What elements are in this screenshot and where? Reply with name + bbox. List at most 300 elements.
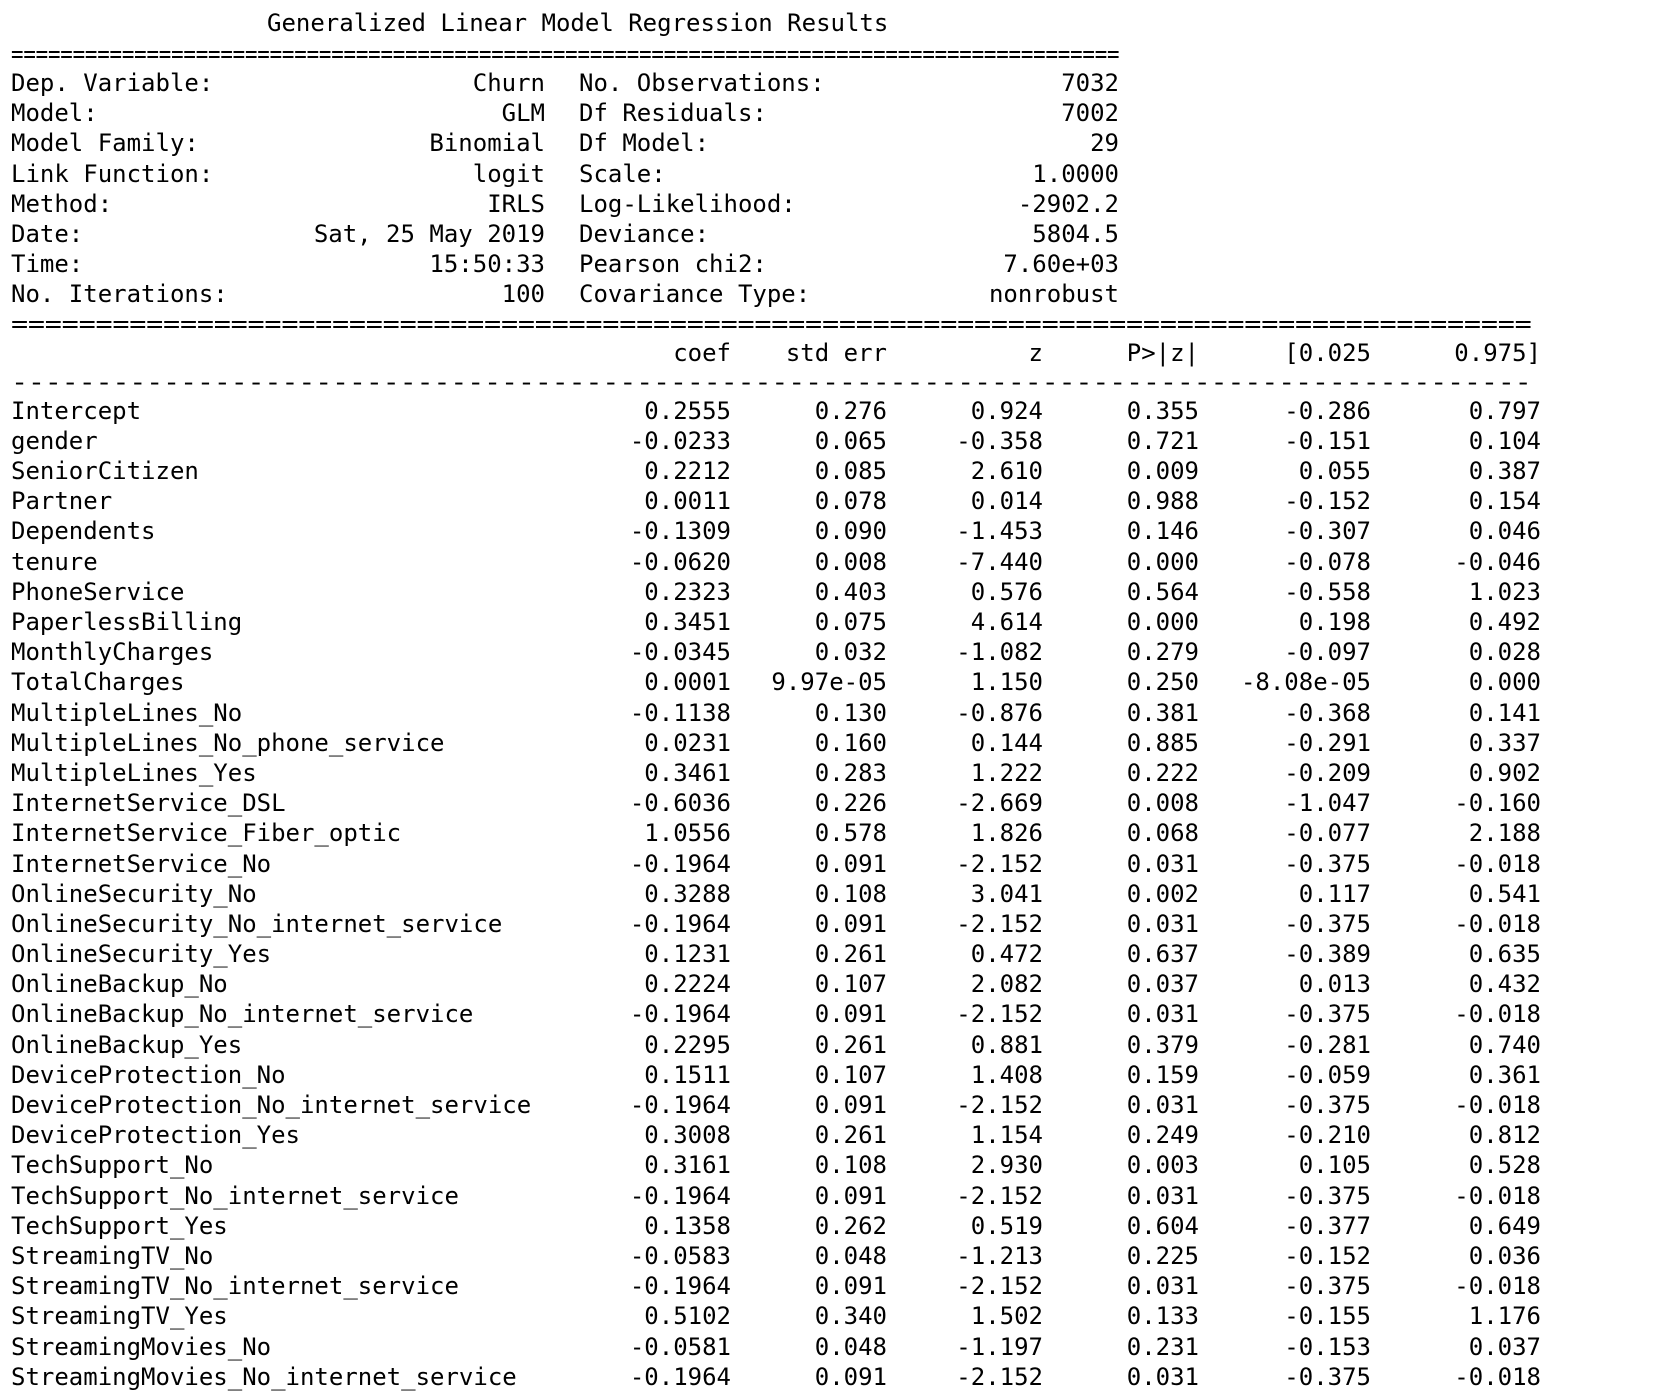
- table-cell: 0.604: [1126, 1211, 1199, 1240]
- table-cell: -0.152: [1284, 487, 1371, 516]
- table-cell: -0.210: [1284, 1121, 1371, 1150]
- summary-row: [11, 68, 1631, 98]
- summary-right-value: -2902.2: [1017, 189, 1119, 218]
- variable-name: TotalCharges: [11, 668, 185, 697]
- table-row: [11, 909, 1631, 939]
- table-cell: 1.176: [1468, 1302, 1541, 1331]
- table-cell: 0.107: [814, 1060, 887, 1089]
- table-cell: -0.1138: [629, 698, 731, 727]
- variable-name: StreamingTV_Yes: [11, 1302, 228, 1331]
- table-row: [11, 1181, 1631, 1211]
- variable-name: OnlineBackup_Yes: [11, 1030, 243, 1059]
- table-cell: -0.046: [1454, 547, 1541, 576]
- table-cell: 0.048: [814, 1332, 887, 1361]
- table-cell: 0.108: [814, 879, 887, 908]
- table-row: [11, 607, 1631, 637]
- variable-name: TechSupport_No_internet_service: [11, 1181, 459, 1210]
- table-cell: -0.389: [1284, 940, 1371, 969]
- table-cell: -0.152: [1284, 1241, 1371, 1270]
- table-row: [11, 1060, 1631, 1090]
- table-cell: 0.379: [1126, 1030, 1199, 1059]
- table-row: [11, 577, 1631, 607]
- table-cell: 1.826: [970, 819, 1043, 848]
- table-cell: 0.133: [1126, 1302, 1199, 1331]
- table-cell: 0.036: [1468, 1241, 1541, 1270]
- table-cell: 0.091: [814, 1000, 887, 1029]
- table-cell: -1.213: [956, 1241, 1043, 1270]
- table-cell: -0.558: [1284, 577, 1371, 606]
- table-cell: 0.091: [814, 909, 887, 938]
- table-cell: 2.082: [970, 970, 1043, 999]
- table-cell: -0.1964: [629, 1091, 731, 1119]
- table-cell: 2.930: [970, 1151, 1043, 1180]
- summary-row: [11, 189, 1631, 219]
- table-cell: 0.160: [814, 728, 887, 757]
- table-cell: 0.250: [1126, 668, 1199, 697]
- title-row: [11, 6, 1631, 40]
- variable-name: OnlineBackup_No_internet_service: [11, 1000, 474, 1029]
- table-cell: 0.159: [1126, 1060, 1199, 1089]
- table-row: [11, 818, 1631, 848]
- table-cell: 0.564: [1126, 577, 1199, 606]
- table-cell: 0.2323: [644, 577, 731, 606]
- variable-name: OnlineSecurity_Yes: [11, 940, 272, 969]
- table-cell: 0.5102: [644, 1302, 731, 1331]
- table-row: [11, 396, 1631, 426]
- table-cell: -2.152: [956, 849, 1043, 878]
- table-cell: 0.528: [1468, 1151, 1541, 1180]
- summary-right-value: 29: [1090, 129, 1119, 158]
- table-cell: -2.152: [956, 1272, 1043, 1301]
- table-cell: 0.1358: [644, 1211, 731, 1240]
- table-cell: -0.1309: [629, 517, 731, 546]
- table-row: [11, 999, 1631, 1029]
- table-cell: -0.151: [1284, 426, 1371, 455]
- table-cell: 0.055: [1298, 457, 1371, 486]
- variable-name: TechSupport_Yes: [11, 1211, 228, 1240]
- summary-row: [11, 219, 1631, 249]
- table-cell: 0.649: [1468, 1211, 1541, 1240]
- table-cell: -0.375: [1284, 1091, 1371, 1119]
- summary-left-label: Model:: [11, 99, 98, 128]
- summary-left-value: logit: [472, 159, 545, 188]
- column-header: 0.975]: [1454, 338, 1541, 367]
- table-cell: 0.000: [1126, 608, 1199, 636]
- column-header: P>|z|: [1126, 338, 1199, 367]
- table-cell: 0.541: [1468, 879, 1541, 908]
- table-cell: -0.018: [1454, 1272, 1541, 1301]
- variable-name: Partner: [11, 487, 113, 516]
- summary-right-label: Deviance:: [579, 219, 710, 248]
- table-cell: -0.209: [1284, 758, 1371, 787]
- table-cell: -0.1964: [629, 1000, 731, 1029]
- table-cell: 0.107: [814, 970, 887, 999]
- table-cell: 0.0011: [644, 487, 731, 516]
- table-cell: 0.091: [814, 1272, 887, 1301]
- table-cell: 0.381: [1126, 698, 1199, 727]
- table-cell: -0.077: [1284, 819, 1371, 848]
- table-cell: 0.387: [1468, 457, 1541, 486]
- variable-name: MultipleLines_Yes: [11, 758, 257, 787]
- table-cell: 0.008: [1126, 789, 1199, 818]
- summary-right-value: nonrobust: [988, 280, 1119, 309]
- table-cell: 0.037: [1468, 1332, 1541, 1361]
- table-cell: 0.085: [814, 457, 887, 486]
- table-cell: 0.0231: [644, 728, 731, 757]
- table-cell: 0.3451: [644, 608, 731, 636]
- variable-name: gender: [11, 426, 98, 455]
- table-row: [11, 1241, 1631, 1271]
- summary-right-label: Df Residuals:: [579, 99, 767, 128]
- table-cell: 0.988: [1126, 487, 1199, 516]
- table-cell: 0.2555: [644, 396, 731, 425]
- table-cell: -0.018: [1454, 1091, 1541, 1119]
- variable-name: StreamingTV_No: [11, 1241, 214, 1270]
- table-cell: 0.031: [1126, 1091, 1199, 1119]
- table-row: [11, 1301, 1631, 1331]
- table-row: [11, 1362, 1631, 1392]
- table-cell: 0.048: [814, 1241, 887, 1270]
- table-cell: -1.082: [956, 638, 1043, 667]
- table-cell: -2.152: [956, 1091, 1043, 1119]
- table-cell: -7.440: [956, 547, 1043, 576]
- regression-summary: [11, 6, 1631, 1392]
- summary-row: [11, 159, 1631, 189]
- table-cell: 0.355: [1126, 396, 1199, 425]
- table-cell: 0.198: [1298, 608, 1371, 636]
- table-cell: 0.130: [814, 698, 887, 727]
- table-cell: -2.152: [956, 1181, 1043, 1210]
- table-row: [11, 788, 1631, 818]
- table-cell: -0.078: [1284, 547, 1371, 576]
- table-cell: -0.286: [1284, 396, 1371, 425]
- table-cell: 0.637: [1126, 940, 1199, 969]
- table-cell: 0.472: [970, 940, 1043, 969]
- table-row: [11, 1150, 1631, 1180]
- table-cell: -0.307: [1284, 517, 1371, 546]
- table-cell: -0.377: [1284, 1211, 1371, 1240]
- table-cell: -2.152: [956, 1000, 1043, 1029]
- table-cell: 0.492: [1468, 608, 1541, 636]
- table-cell: -0.358: [956, 426, 1043, 455]
- table-cell: -0.155: [1284, 1302, 1371, 1331]
- summary-left-label: Link Function:: [11, 159, 214, 188]
- table-row: [11, 849, 1631, 879]
- variable-name: InternetService_No: [11, 849, 272, 878]
- table-cell: 0.361: [1468, 1060, 1541, 1089]
- table-row: [11, 1120, 1631, 1150]
- summary-left-value: Churn: [472, 69, 545, 97]
- summary-right-value: 7032: [1061, 69, 1119, 97]
- table-cell: 2.188: [1468, 819, 1541, 848]
- table-cell: 0.337: [1468, 728, 1541, 757]
- table-row: [11, 456, 1631, 486]
- table-cell: 0.721: [1126, 426, 1199, 455]
- table-cell: 0.091: [814, 1362, 887, 1391]
- table-cell: 0.340: [814, 1302, 887, 1331]
- summary-right-value: 7.60e+03: [1003, 250, 1119, 279]
- table-cell: 0.226: [814, 789, 887, 818]
- variable-name: OnlineSecurity_No_internet_service: [11, 909, 503, 938]
- table-cell: -0.018: [1454, 849, 1541, 878]
- variable-name: MultipleLines_No: [11, 698, 243, 727]
- table-cell: 0.105: [1298, 1151, 1371, 1180]
- table-cell: 0.031: [1126, 1272, 1199, 1301]
- table-cell: 0.000: [1468, 668, 1541, 697]
- table-cell: 0.032: [814, 638, 887, 667]
- table-cell: -0.375: [1284, 849, 1371, 878]
- table-row: [11, 516, 1631, 546]
- coef-table-header: [11, 338, 1631, 368]
- summary-left-value: 15:50:33: [429, 250, 545, 279]
- variable-name: SeniorCitizen: [11, 457, 199, 486]
- table-cell: 2.610: [970, 457, 1043, 486]
- table-cell: 0.078: [814, 487, 887, 516]
- table-cell: -0.1964: [629, 909, 731, 938]
- table-cell: 0.249: [1126, 1121, 1199, 1150]
- table-cell: 0.222: [1126, 758, 1199, 787]
- table-cell: 1.150: [970, 668, 1043, 697]
- table-cell: 0.009: [1126, 457, 1199, 486]
- variable-name: InternetService_Fiber_optic: [11, 819, 402, 848]
- table-cell: 0.154: [1468, 487, 1541, 516]
- table-cell: 0.144: [970, 728, 1043, 757]
- table-cell: 0.090: [814, 517, 887, 546]
- table-cell: -0.0583: [629, 1241, 731, 1270]
- summary-left-value: IRLS: [487, 189, 545, 218]
- summary-left-value: 100: [501, 280, 545, 309]
- table-row: [11, 1211, 1631, 1241]
- summary-left-label: Model Family:: [11, 129, 199, 158]
- table-cell: 3.041: [970, 879, 1043, 908]
- variable-name: StreamingTV_No_internet_service: [11, 1272, 459, 1301]
- table-cell: -1.453: [956, 517, 1043, 546]
- table-cell: 0.261: [814, 940, 887, 969]
- table-cell: -0.281: [1284, 1030, 1371, 1059]
- table-cell: 0.031: [1126, 909, 1199, 938]
- table-cell: 0.117: [1298, 879, 1371, 908]
- table-row: [11, 667, 1631, 697]
- table-cell: 0.091: [814, 1091, 887, 1119]
- summary-right-label: Scale:: [579, 159, 666, 188]
- table-cell: 1.408: [970, 1060, 1043, 1089]
- table-row: [11, 698, 1631, 728]
- table-cell: 0.031: [1126, 1000, 1199, 1029]
- table-cell: 0.2212: [644, 457, 731, 486]
- table-cell: 0.924: [970, 396, 1043, 425]
- variable-name: tenure: [11, 547, 98, 576]
- summary-left-value: Binomial: [429, 129, 545, 158]
- table-cell: 0.3288: [644, 879, 731, 908]
- column-header: std err: [785, 338, 887, 367]
- summary-row: [11, 279, 1631, 309]
- table-cell: 1.023: [1468, 577, 1541, 606]
- table-cell: 0.1511: [644, 1060, 731, 1089]
- table-cell: 0.028: [1468, 638, 1541, 667]
- table-cell: -0.1964: [629, 1181, 731, 1210]
- table-cell: 1.154: [970, 1121, 1043, 1150]
- table-cell: 0.031: [1126, 1362, 1199, 1391]
- table-cell: -0.097: [1284, 638, 1371, 667]
- table-cell: 0.812: [1468, 1121, 1541, 1150]
- table-row: [11, 426, 1631, 456]
- table-cell: -0.153: [1284, 1332, 1371, 1361]
- table-cell: 0.065: [814, 426, 887, 455]
- table-cell: 1.502: [970, 1302, 1043, 1331]
- table-cell: 0.519: [970, 1211, 1043, 1240]
- table-cell: -0.368: [1284, 698, 1371, 727]
- table-cell: 0.068: [1126, 819, 1199, 848]
- table-cell: 0.881: [970, 1030, 1043, 1059]
- summary-left-label: No. Iterations:: [11, 280, 228, 309]
- table-cell: 1.222: [970, 758, 1043, 787]
- table-row: [11, 1271, 1631, 1301]
- table-cell: 0.261: [814, 1030, 887, 1059]
- variable-name: OnlineSecurity_No: [11, 879, 257, 908]
- table-cell: -0.375: [1284, 1272, 1371, 1301]
- summary-right-value: 1.0000: [1032, 159, 1119, 188]
- summary-right-value: 5804.5: [1032, 219, 1119, 248]
- table-cell: 0.2224: [644, 970, 731, 999]
- table-cell: 0.3461: [644, 758, 731, 787]
- table-cell: 0.000: [1126, 547, 1199, 576]
- table-cell: -0.291: [1284, 728, 1371, 757]
- table-cell: 0.432: [1468, 970, 1541, 999]
- table-row: [11, 1030, 1631, 1060]
- table-cell: 0.276: [814, 396, 887, 425]
- summary-row: [11, 249, 1631, 279]
- summary-right-value: 7002: [1061, 99, 1119, 128]
- summary-right-label: Covariance Type:: [579, 280, 811, 309]
- rule-middle: ==========================================================================================: [11, 309, 1532, 338]
- table-cell: 1.0556: [644, 819, 731, 848]
- variable-name: StreamingMovies_No_internet_service: [11, 1362, 517, 1391]
- table-cell: -0.160: [1454, 789, 1541, 818]
- table-cell: 0.740: [1468, 1030, 1541, 1059]
- table-cell: 0.108: [814, 1151, 887, 1180]
- variable-name: PhoneService: [11, 577, 185, 606]
- summary-row: [11, 98, 1631, 128]
- table-cell: 0.146: [1126, 517, 1199, 546]
- table-row: [11, 758, 1631, 788]
- summary-right-label: Df Model:: [579, 129, 710, 158]
- table-cell: 0.104: [1468, 426, 1541, 455]
- table-cell: -0.1964: [629, 1272, 731, 1301]
- table-cell: -0.0233: [629, 426, 731, 455]
- table-cell: 0.008: [814, 547, 887, 576]
- table-cell: 0.0001: [644, 668, 731, 697]
- table-cell: 0.262: [814, 1211, 887, 1240]
- variable-name: StreamingMovies_No: [11, 1332, 272, 1361]
- table-cell: -1.197: [956, 1332, 1043, 1361]
- table-cell: 0.014: [970, 487, 1043, 516]
- table-cell: 0.1231: [644, 940, 731, 969]
- variable-name: DeviceProtection_No_internet_service: [11, 1091, 532, 1119]
- summary-left-label: Dep. Variable:: [11, 69, 214, 97]
- table-cell: -2.669: [956, 789, 1043, 818]
- table-row: [11, 547, 1631, 577]
- table-cell: -0.6036: [629, 789, 731, 818]
- table-cell: -0.1964: [629, 1362, 731, 1391]
- table-cell: 0.576: [970, 577, 1043, 606]
- summary-left-value: GLM: [501, 99, 545, 128]
- table-cell: -0.876: [956, 698, 1043, 727]
- table-cell: 0.635: [1468, 940, 1541, 969]
- variable-name: DeviceProtection_No: [11, 1060, 286, 1089]
- page-title: Generalized Linear Model Regression Results: [267, 9, 889, 37]
- table-cell: -0.375: [1284, 1000, 1371, 1029]
- summary-row: [11, 128, 1631, 158]
- table-cell: 0.141: [1468, 698, 1541, 727]
- variable-name: InternetService_DSL: [11, 789, 286, 818]
- summary-right-label: Pearson chi2:: [579, 250, 767, 279]
- summary-left-label: Method:: [11, 189, 113, 218]
- table-cell: 0.091: [814, 849, 887, 878]
- summary-right-label: Log-Likelihood:: [579, 189, 796, 218]
- table-cell: 0.3161: [644, 1151, 731, 1180]
- table-cell: 0.231: [1126, 1332, 1199, 1361]
- table-cell: 0.578: [814, 819, 887, 848]
- table-cell: 0.002: [1126, 879, 1199, 908]
- table-cell: -2.152: [956, 1362, 1043, 1391]
- table-cell: -0.1964: [629, 849, 731, 878]
- table-cell: 0.003: [1126, 1151, 1199, 1180]
- variable-name: DeviceProtection_Yes: [11, 1121, 300, 1150]
- table-cell: 0.261: [814, 1121, 887, 1150]
- table-cell: -2.152: [956, 909, 1043, 938]
- table-cell: 9.97e-05: [771, 668, 887, 697]
- table-cell: 0.902: [1468, 758, 1541, 787]
- table-cell: 0.283: [814, 758, 887, 787]
- table-row: [11, 728, 1631, 758]
- table-cell: 0.279: [1126, 638, 1199, 667]
- variable-name: OnlineBackup_No: [11, 970, 228, 999]
- column-header: coef: [673, 338, 731, 367]
- variable-name: MultipleLines_No_phone_service: [11, 728, 445, 757]
- summary-right-label: No. Observations:: [579, 69, 825, 97]
- table-cell: -1.047: [1284, 789, 1371, 818]
- table-cell: -0.018: [1454, 1181, 1541, 1210]
- table-cell: 0.075: [814, 608, 887, 636]
- column-header: z: [1028, 338, 1043, 367]
- table-cell: 0.031: [1126, 1181, 1199, 1210]
- column-header: [0.025: [1284, 338, 1371, 367]
- table-cell: 4.614: [970, 608, 1043, 636]
- table-row: [11, 486, 1631, 516]
- table-row: [11, 939, 1631, 969]
- table-cell: -0.375: [1284, 1181, 1371, 1210]
- table-cell: -0.375: [1284, 1362, 1371, 1391]
- table-cell: 0.037: [1126, 970, 1199, 999]
- table-row: [11, 1332, 1631, 1362]
- table-cell: -0.0345: [629, 638, 731, 667]
- variable-name: Dependents: [11, 517, 156, 546]
- table-cell: 0.797: [1468, 396, 1541, 425]
- summary-left-label: Date:: [11, 219, 84, 248]
- table-cell: -0.0620: [629, 547, 731, 576]
- table-cell: 0.031: [1126, 849, 1199, 878]
- rule-header: ------------------------------------------------------------------------------------------: [11, 367, 1532, 396]
- variable-name: TechSupport_No: [11, 1151, 214, 1180]
- table-cell: 0.2295: [644, 1030, 731, 1059]
- table-cell: -0.0581: [629, 1332, 731, 1361]
- rule-top: ==========================================================================================: [11, 40, 1120, 68]
- table-cell: 0.885: [1126, 728, 1199, 757]
- table-cell: 0.046: [1468, 517, 1541, 546]
- table-cell: -0.018: [1454, 909, 1541, 938]
- summary-left-value: Sat, 25 May 2019: [313, 219, 545, 248]
- table-cell: -0.375: [1284, 909, 1371, 938]
